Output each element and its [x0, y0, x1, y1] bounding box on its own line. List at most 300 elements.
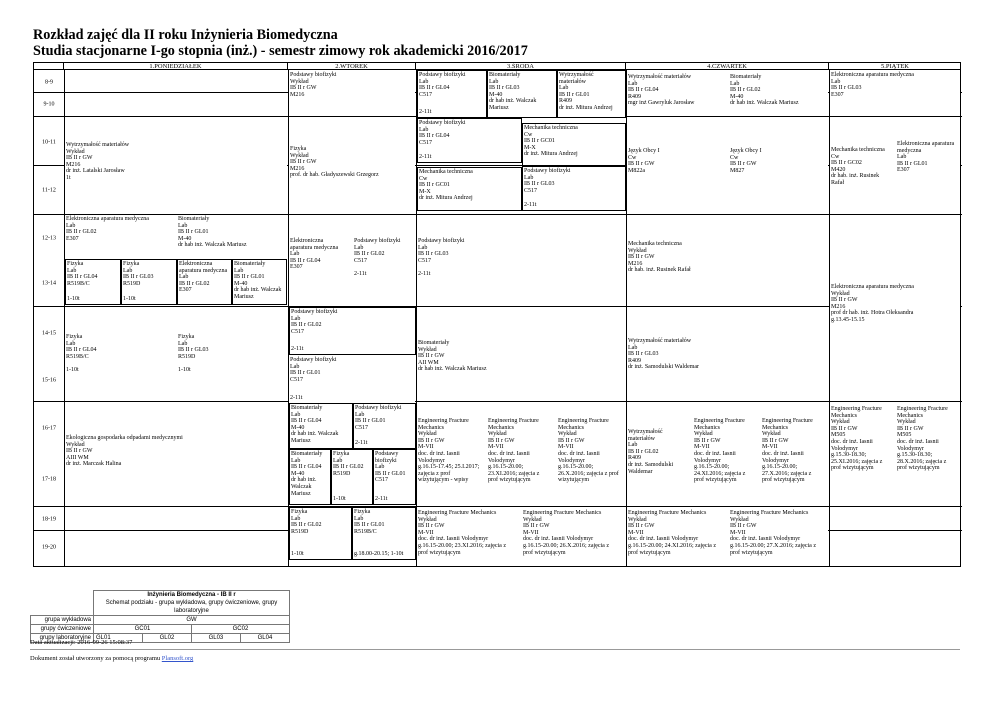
- class-line: M216: [66, 161, 81, 168]
- class-line: C517: [419, 139, 433, 146]
- class-line: C517: [291, 328, 305, 335]
- class-line: Mechanics: [897, 412, 923, 419]
- page-title: Rozkład zajęć dla II roku Inżynieria Biomedyczna: [33, 27, 338, 43]
- class-line: M-VII: [558, 444, 574, 451]
- legend-group-gw: GW: [94, 616, 290, 625]
- class-line: g.16.15-20.00; 23.XI.2016; zajęcia z: [418, 542, 506, 549]
- class-weeks: 1-10t: [67, 296, 80, 303]
- class-line: E307: [290, 264, 303, 271]
- class-line: IB II r GL01: [559, 91, 590, 98]
- class-line: 23.XI.2016; zajęcia z: [488, 470, 540, 477]
- hour-label: 15-16: [42, 377, 56, 384]
- class-line: Wytrzymałość materiałów: [628, 338, 692, 344]
- footer-note: [30, 655, 193, 662]
- class-line: IB II r GL01: [375, 470, 406, 477]
- class-line: IB II r GW: [628, 161, 655, 168]
- class-line: Lab: [418, 244, 428, 251]
- grid-line: [34, 306, 962, 307]
- class-line: Podstawy biofizyki: [290, 357, 337, 363]
- class-weeks: 2-11t: [355, 440, 368, 447]
- class-line: Volodymyr: [488, 457, 515, 464]
- class-line: AII WM: [418, 359, 439, 366]
- class-line: M-VII: [418, 444, 434, 451]
- class-line: Lab: [897, 154, 907, 161]
- class-line: 1t: [66, 174, 71, 181]
- class-line: Elektroniczna aparatura medyczna: [66, 216, 149, 222]
- class-line: IB II r GL04: [419, 133, 450, 140]
- hour-label: 14-15: [42, 330, 56, 337]
- class-line: M216: [831, 303, 846, 310]
- class-line: g.16.15-20.00; 26.X.2016; zajęcia z: [523, 542, 609, 549]
- class-line: Mechanika techniczna: [419, 169, 473, 175]
- class-block[interactable]: [65, 333, 177, 385]
- class-line: Engineering Fracture: [418, 418, 469, 424]
- class-block[interactable]: [353, 237, 415, 297]
- class-block[interactable]: [353, 403, 416, 449]
- class-line: Volodymyr: [762, 457, 789, 464]
- class-line: Wykład: [730, 516, 749, 523]
- class-line: Engineering Fracture: [694, 418, 745, 424]
- grid-line: [34, 506, 962, 507]
- class-line: Wykład: [628, 516, 647, 523]
- class-block[interactable]: [830, 146, 896, 206]
- class-line: Wykład: [694, 431, 713, 438]
- class-line: Fizyka: [291, 509, 308, 515]
- class-line: Volodymyr: [418, 457, 445, 464]
- class-line: IB II r GW: [523, 523, 550, 530]
- class-line: IB II r GW: [730, 523, 757, 530]
- class-line: C517: [375, 477, 389, 484]
- class-line: doc. dr inż. Iasnii: [762, 450, 804, 457]
- class-line: M-40: [291, 470, 305, 477]
- class-line: Mechanics: [418, 424, 444, 431]
- legend-subtitle: laboratoryjne: [94, 607, 290, 616]
- class-line: M-40: [730, 93, 744, 100]
- class-line: Fizyka: [178, 334, 195, 340]
- class-block[interactable]: [487, 70, 557, 118]
- class-line: Lab: [831, 78, 841, 85]
- class-line: R409: [559, 98, 573, 105]
- class-line: Wykład: [558, 431, 577, 438]
- class-line: Fizyka: [123, 261, 140, 267]
- class-line: IB II r GL03: [418, 251, 449, 258]
- class-line: biofizyki: [375, 457, 397, 464]
- class-line: Rafał: [831, 179, 844, 186]
- class-line: Walczak: [291, 483, 312, 490]
- class-block[interactable]: [177, 259, 232, 305]
- class-line: IB II r GW: [418, 437, 445, 444]
- class-block[interactable]: [557, 70, 626, 118]
- class-line: dr hab inż. Walczak: [291, 431, 339, 438]
- class-weeks: 1-10t: [333, 496, 346, 503]
- class-block[interactable]: [289, 507, 352, 560]
- class-line: IB II r GL04: [291, 464, 322, 471]
- grid-line: [626, 70, 627, 567]
- class-block[interactable]: [627, 147, 729, 187]
- class-line: Biomateriały: [234, 261, 266, 267]
- class-line: Lab: [291, 411, 301, 418]
- class-line: Lab: [419, 126, 429, 133]
- class-line: IB II r GL04: [290, 257, 321, 264]
- class-line: M-VII: [628, 529, 644, 536]
- class-line: Mechanics: [762, 424, 788, 431]
- class-line: aparatura medyczna: [179, 267, 228, 274]
- class-line: doc. dr inż. Iasnii: [831, 438, 873, 445]
- class-line: IB II r GL01: [290, 370, 321, 377]
- class-line: IB II r GW: [66, 155, 93, 162]
- class-line: g.16.15-20.00; 24.XI.2016; zajęcia z: [628, 542, 716, 549]
- class-line: IB II r GC01: [524, 138, 555, 145]
- class-line: Elektroniczna: [290, 238, 324, 244]
- class-line: Lab: [628, 442, 638, 449]
- class-line: IB II r GL03: [628, 351, 659, 358]
- class-block[interactable]: [557, 417, 626, 501]
- class-line: doc. dr inż. Iasnii: [694, 450, 736, 457]
- footer-text: Dokument został utworzony za pomocą programu: [30, 655, 162, 662]
- class-line: Wykład: [66, 148, 85, 155]
- divider: [30, 649, 960, 650]
- class-weeks: 2-11t: [419, 154, 432, 161]
- class-block[interactable]: [417, 118, 522, 163]
- class-block[interactable]: [729, 509, 828, 565]
- legend-group-gl04: GL04: [240, 634, 289, 643]
- class-line: IB II r GL02: [628, 448, 659, 455]
- class-line: M-40: [234, 280, 248, 287]
- class-line: Mechanics: [488, 424, 514, 431]
- class-line: doc. dr inż. Iasnii Volodymyr: [730, 536, 801, 543]
- class-line: M420: [831, 166, 846, 173]
- class-line: 2-11t: [290, 395, 303, 401]
- class-line: dr hab. inż. Rusinek: [831, 173, 880, 180]
- class-line: Engineering Fracture: [488, 418, 539, 424]
- class-line: IB II r GL03: [178, 347, 209, 354]
- class-line: R519B/C: [67, 280, 90, 287]
- class-line: IB II r GL02: [291, 322, 322, 329]
- class-line: Lab: [628, 80, 638, 87]
- class-line: IB II r GW: [290, 159, 317, 166]
- class-line: g.16.15-20.00;: [762, 464, 798, 471]
- class-line: Wytrzymałość materiałów: [66, 142, 130, 148]
- class-line: aparatura medyczna: [290, 244, 339, 251]
- class-line: IB II r GL03: [831, 85, 862, 92]
- class-line: M-40: [291, 424, 305, 431]
- class-line: doc. dr inż. Iasnii Volodymyr: [628, 536, 699, 543]
- class-line: Podstawy biofizyki: [355, 405, 402, 411]
- class-line: Podstawy biofizyki: [418, 238, 465, 244]
- class-block[interactable]: [830, 405, 896, 489]
- class-line: R519D: [123, 280, 141, 287]
- class-line: dr inż. Mitura Andrzej: [419, 195, 473, 202]
- schedule-grid: [33, 62, 961, 567]
- class-block[interactable]: [627, 337, 828, 377]
- class-line: Język Obcy I: [628, 148, 660, 154]
- class-block[interactable]: [177, 215, 287, 255]
- class-line: wizytującym: [558, 477, 589, 484]
- class-block[interactable]: [896, 140, 960, 186]
- class-line: C517: [354, 257, 368, 264]
- class-line: Lab: [375, 464, 385, 471]
- class-line: IB II r GL03: [489, 85, 520, 92]
- class-block[interactable]: [289, 145, 415, 205]
- class-line: medyczna: [897, 147, 922, 154]
- class-line: IB II r GL01: [234, 274, 265, 281]
- grid-line: [34, 401, 962, 402]
- class-line: E307: [831, 91, 844, 98]
- legend-title: Inżynieria Biomedyczna - IB II r: [94, 591, 290, 600]
- class-block[interactable]: [289, 237, 353, 297]
- class-line: [418, 264, 624, 271]
- class-line: IB II r GW: [628, 523, 655, 530]
- class-line: Biomateriały: [489, 72, 521, 78]
- class-block[interactable]: [729, 73, 828, 113]
- class-block[interactable]: [177, 333, 287, 385]
- class-line: Fizyka: [290, 146, 307, 152]
- class-line: M827: [730, 167, 745, 174]
- class-line: Podstawy biofizyki: [419, 72, 466, 78]
- class-line: M-X: [419, 188, 431, 195]
- day-header-tuesday: 2.WTOREK: [288, 63, 416, 70]
- class-line: Mechanika techniczna: [524, 125, 578, 131]
- class-line: E307: [897, 167, 910, 174]
- class-block[interactable]: [352, 507, 416, 560]
- class-line: Wykład: [418, 516, 437, 523]
- class-line: M-VII: [523, 529, 539, 536]
- class-weeks: 1-10t: [123, 296, 136, 303]
- class-line: Mechanika techniczna: [628, 241, 682, 247]
- class-line: Lab: [178, 222, 188, 229]
- class-block[interactable]: [417, 509, 522, 565]
- class-line: 1-10t: [178, 366, 191, 373]
- class-line: prof dr hab. inż. Hotra Oleksandra: [831, 310, 914, 317]
- class-line: g.15.30-18.30;: [831, 452, 867, 459]
- class-line: E307: [179, 287, 192, 294]
- class-block[interactable]: [627, 73, 729, 113]
- class-line: 28.X.2016; zajęcia z: [897, 458, 947, 465]
- class-block[interactable]: [417, 167, 522, 211]
- class-line: g.16.15-20.00;: [694, 464, 730, 471]
- class-line: C517: [355, 424, 369, 431]
- class-line: IB II r GW: [694, 437, 721, 444]
- class-block[interactable]: [522, 166, 626, 211]
- class-line: prof. dr hab. Gładyszewski Grzegorz: [290, 172, 379, 179]
- class-line: M-40: [178, 235, 192, 242]
- class-line: Wykład: [762, 431, 781, 438]
- class-line: dr hab inż.: [291, 477, 317, 484]
- class-line: g.13.45-15.15: [831, 316, 865, 323]
- class-line: 2-11t: [354, 270, 367, 277]
- class-block[interactable]: [289, 403, 353, 449]
- class-line: Lab: [290, 363, 300, 370]
- class-block[interactable]: [289, 71, 415, 111]
- class-line: IB II r GL04: [291, 418, 322, 425]
- class-line: Cw: [524, 131, 533, 138]
- class-block[interactable]: [417, 237, 625, 297]
- class-line: Biomateriały: [291, 451, 323, 457]
- class-line: IB II r GW: [730, 161, 757, 168]
- class-line: Lab: [355, 411, 365, 418]
- class-line: Mechanics: [831, 412, 857, 419]
- class-line: Volodymyr: [831, 445, 858, 452]
- class-line: dr hab inż. Walczak: [234, 287, 282, 294]
- class-line: IB II r GW: [488, 437, 515, 444]
- class-block[interactable]: [627, 509, 729, 565]
- class-line: Podstawy biofizyki: [524, 168, 571, 174]
- class-line: Lab: [628, 344, 638, 351]
- hour-label: 19-20: [42, 544, 56, 551]
- class-line: doc. dr inż. Iasnii: [418, 450, 460, 457]
- plansoft-link[interactable]: Plansoft.org: [161, 655, 194, 662]
- class-block[interactable]: [417, 339, 625, 379]
- class-line: Mariusz: [291, 490, 311, 497]
- class-line: IB II r GL02: [730, 87, 761, 94]
- hour-label: 18-19: [42, 516, 56, 523]
- class-block[interactable]: [121, 259, 177, 305]
- class-block[interactable]: [232, 259, 287, 305]
- class-line: Lab: [559, 85, 569, 92]
- class-block[interactable]: [65, 259, 121, 305]
- class-line: Wykład: [628, 247, 647, 254]
- class-block[interactable]: [522, 509, 626, 565]
- class-line: Cw: [831, 153, 840, 160]
- legend-group-gl01: GL01: [94, 634, 143, 643]
- class-line: Mariusz: [234, 293, 254, 300]
- class-line: Wykład: [523, 516, 542, 523]
- class-weeks: 2-11t: [419, 109, 432, 116]
- class-line: prof wizytującym: [628, 549, 671, 556]
- class-line: IB II r GL01: [178, 229, 209, 236]
- class-line: Wykład: [418, 346, 437, 353]
- class-line: prof wizytującym: [694, 477, 737, 484]
- class-line: M505: [831, 432, 846, 439]
- class-line: 1-10t: [66, 366, 79, 373]
- class-block[interactable]: [65, 141, 287, 201]
- class-block[interactable]: [896, 405, 960, 489]
- class-block[interactable]: [761, 417, 828, 501]
- class-line: IB II r GL03: [123, 274, 154, 281]
- class-line: Lab: [489, 78, 499, 85]
- class-line: M-VII: [488, 444, 504, 451]
- class-line: Cw: [419, 175, 428, 182]
- class-line: R519B/C: [66, 353, 89, 360]
- class-block[interactable]: [417, 417, 487, 501]
- class-line: doc. dr inż. Iasnii: [558, 450, 600, 457]
- class-line: M-40: [489, 91, 503, 98]
- class-line: [66, 360, 176, 367]
- hour-label: 17-18: [42, 476, 56, 483]
- hour-label: 10-11: [42, 139, 56, 146]
- class-line: doc. dr inż. Iasnii Volodymyr: [523, 536, 594, 543]
- class-line: dr hab inż. Walczak Mariusz: [730, 100, 799, 107]
- class-line: Engineering Fracture: [897, 406, 948, 412]
- class-line: IB II r GW: [831, 425, 858, 432]
- class-line: Volodymyr: [694, 457, 721, 464]
- class-line: Lab: [66, 222, 76, 229]
- class-line: Podstawy biofizyki: [291, 309, 338, 315]
- class-block[interactable]: [289, 307, 416, 355]
- class-line: M-X: [524, 144, 536, 151]
- hour-label: 12-13: [42, 235, 56, 242]
- class-line: 2-11t: [418, 270, 431, 277]
- class-line: Podstawy biofizyki: [290, 72, 337, 78]
- class-line: IB II r GW: [66, 448, 93, 455]
- class-block[interactable]: [627, 240, 828, 280]
- class-line: Lab: [730, 80, 740, 87]
- class-line: Engineering Fracture Mechanics: [730, 510, 809, 516]
- class-block[interactable]: [373, 449, 416, 505]
- class-line: Engineering Fracture: [558, 418, 609, 424]
- class-line: prof wizytującym: [418, 549, 461, 556]
- class-line: Wykład: [831, 419, 850, 426]
- class-line: Cw: [628, 154, 637, 161]
- class-block[interactable]: [830, 71, 960, 111]
- class-line: IB II r GL01: [354, 522, 385, 529]
- legend-row-label: grupy ćwiczeniowe: [31, 625, 94, 634]
- class-block[interactable]: [289, 356, 415, 394]
- class-line: M-VII: [418, 529, 434, 536]
- class-line: IB II r GL02: [291, 522, 322, 529]
- class-block[interactable]: [289, 394, 415, 402]
- class-line: Ekologiczna gospodarka odpadami medycznymi: [66, 435, 183, 441]
- class-line: C517: [524, 187, 538, 194]
- class-line: wizytującym - wpisy: [418, 477, 469, 484]
- class-line: R519D: [333, 470, 351, 477]
- page-subtitle: Studia stacjonarne I-go stopnia (inż.) - semestr zimowy rok akademicki 2016/2017: [33, 43, 528, 59]
- class-line: Elektroniczna aparatura: [897, 141, 955, 147]
- class-block[interactable]: [417, 70, 487, 118]
- class-block[interactable]: [487, 417, 557, 501]
- class-line: IB II r GL02: [354, 251, 385, 258]
- class-line: Lab: [178, 340, 188, 347]
- class-line: IB II r GL01: [355, 418, 386, 425]
- class-block[interactable]: [289, 449, 331, 505]
- class-line: Lab: [291, 457, 301, 464]
- class-line: C517: [419, 91, 433, 98]
- class-line: IB II r GC02: [831, 160, 862, 167]
- class-line: 26.X.2016; zajęcia z prof: [558, 470, 619, 477]
- day-header-thursday: 4.CZWARTEK: [626, 63, 829, 70]
- class-line: Engineering Fracture Mechanics: [523, 510, 602, 516]
- class-block[interactable]: [693, 417, 761, 501]
- class-block[interactable]: [830, 283, 960, 331]
- class-line: Mechanics: [694, 424, 720, 431]
- class-line: dr hab inż. Walczak Mariusz: [418, 366, 487, 373]
- class-line: g.16.15-20.00; 27.X.2016; zajęcia z: [730, 542, 816, 549]
- class-block[interactable]: [65, 434, 287, 474]
- class-block[interactable]: [729, 147, 828, 187]
- class-line: Mariusz: [291, 437, 311, 444]
- class-block[interactable]: [522, 123, 626, 166]
- class-line: Waldemar: [628, 468, 653, 475]
- update-date: Data aktualizacji: 2016-09-26 15:08:37: [30, 639, 133, 646]
- class-line: Lab: [123, 267, 133, 274]
- legend-subtitle: Schemat podziału - grupa wykładowa, grupy ćwiczeniowe, grupy: [94, 599, 290, 607]
- class-line: Engineering Fracture Mechanics: [628, 510, 707, 516]
- class-line: IB II r GW: [831, 297, 858, 304]
- class-line: Lab: [524, 174, 534, 181]
- class-line: dr inż. Mitura Andrzej: [524, 151, 578, 158]
- class-line: R519D: [291, 528, 309, 535]
- class-block[interactable]: [627, 428, 693, 488]
- class-line: Wykład: [418, 431, 437, 438]
- class-block[interactable]: [65, 215, 177, 255]
- class-line: Lab: [179, 274, 189, 281]
- class-line: prof wizytującym: [762, 477, 805, 484]
- class-line: Biomateriały: [730, 74, 762, 80]
- class-line: Wytrzymałość: [559, 72, 594, 78]
- class-line: Engineering Fracture Mechanics: [418, 510, 497, 516]
- class-line: R519B/C: [354, 528, 377, 535]
- class-block[interactable]: [331, 449, 373, 505]
